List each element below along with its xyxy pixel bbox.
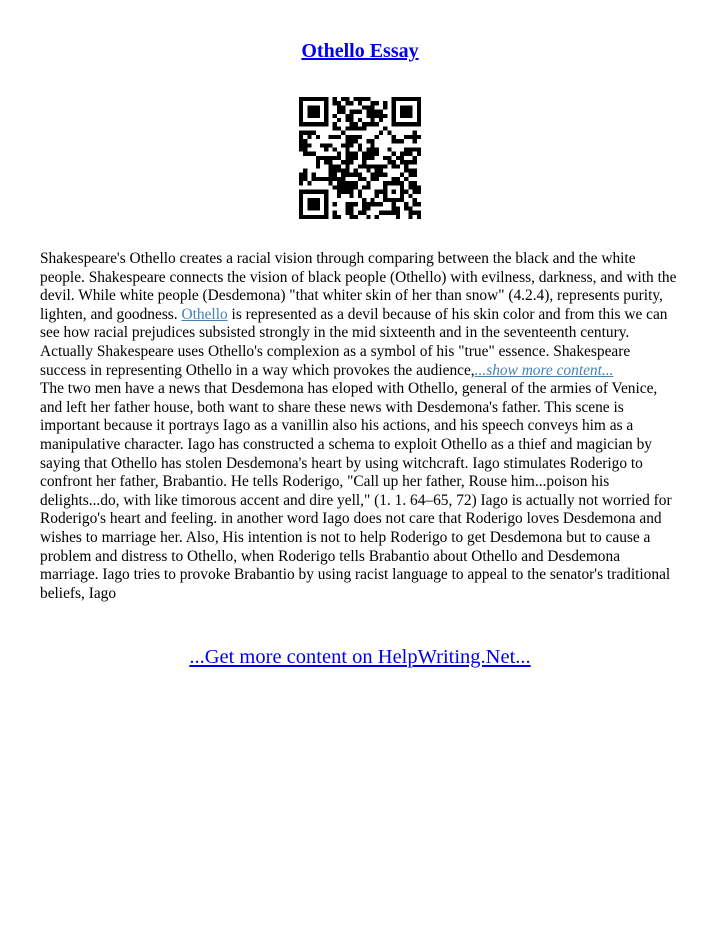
footer-cta: [0, 644, 720, 670]
get-more-content-link[interactable]: ...Get more content on HelpWriting.Net...: [189, 646, 531, 668]
paragraph-2: The two men have a news that Desdemona has eloped with Othello, general of the armies of Venice, and left her father house, both want to share these news with Desdemona's father. This scene is important because it portrays Iago as a vanillin also his actions, and his speech conveys him as a manipulative character. Iago has constructed a schema to exploit Othello as a thief and magician by saying that Othello has stolen Desdemona's heart by using witchcraft. Iago stimulates Roderigo to confront her father, Brabantio. He tells Roderigo, "Call up her father, Rouse him...poison his delights...do, with like timorous accent and dire yell," (1. 1. 64–65, 72) Iago is actually not worried for Roderigo's heart and feeling. in another word Iago does not care that Roderigo loves Desdemona and wishes to marriage her. Also, His intention is not to help Roderigo to get Desdemona but to cause a problem and distress to Othello, when Roderigo tells Brabantio about Othello and Desdemona marriage. Iago tries to provoke Brabantio by using racist language to appeal to the senator's traditional beliefs, Iago: [40, 380, 672, 602]
show-more-link[interactable]: ...show more content...: [474, 361, 614, 379]
othello-link[interactable]: Othello: [181, 305, 228, 323]
title-link[interactable]: Othello Essay: [301, 40, 419, 62]
qr-code-icon: [299, 97, 421, 219]
paragraph-1-start: Shakespeare's Othello creates a racial vision through comparing between the black and the white people. Shakespeare connects the vision of black people (Othello) with evilness, darkness, and with the devil. While white people (Desdemona) "that whiter skin of her than snow" (4.2.4), represents purity, lighten, and goodness.: [40, 250, 677, 323]
paragraph-1-end: is represented as a devil because of his skin color and from this we can see how racial prejudices subsisted strongly in the mid sixteenth and in the seventeenth century. Actually Shakespeare uses Othello's complexion as a symbol of his "true" essence. Shakespeare success in representing Othello in a way which provokes the audience,: [40, 305, 668, 379]
essay-body: [40, 250, 680, 603]
qr-code-graphic: [299, 97, 421, 219]
page-title: [0, 38, 720, 64]
